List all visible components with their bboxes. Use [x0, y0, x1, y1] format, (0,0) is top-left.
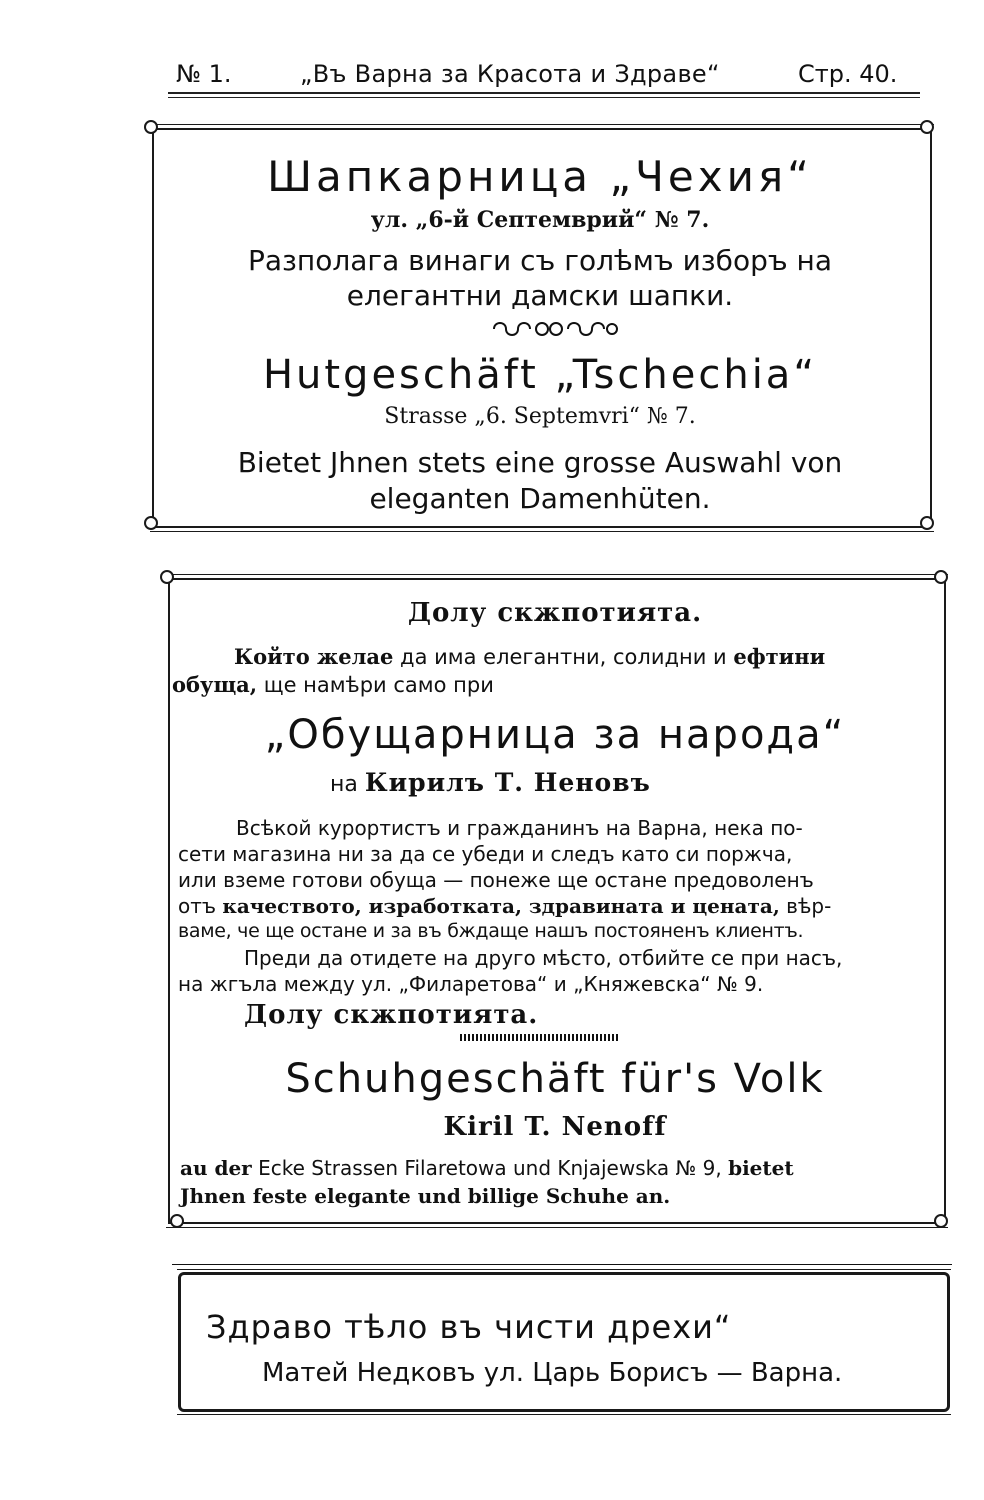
- corner-ornament: [170, 1214, 184, 1228]
- hat-shop-address-de: Strasse „6. Septemvri“ № 7.: [384, 404, 696, 429]
- shoe-text-de-line-1: [180, 1156, 794, 1180]
- pattern-divider: [460, 1034, 620, 1041]
- shoe-body-5: ваме, че ще остане и за въ бждаще нашъ постояненъ клиентъ.: [178, 920, 804, 942]
- corner-ornament: [144, 516, 158, 530]
- shoe-body-6: Преди да отидете на друго мѣсто, отбийте се при насъ,: [244, 946, 843, 970]
- shoe-owner-de: Kiril T. Nenoff: [443, 1112, 667, 1142]
- corner-ornament: [160, 570, 174, 584]
- shoe-owner-line: [330, 768, 651, 797]
- shoe-body-line-4: [178, 894, 831, 918]
- shoe-body-7: на жгъла между ул. „Филаретова“ и „Княжевска“ № 9.: [178, 972, 764, 996]
- shoe-headline-2: Долу скжпотията.: [244, 1000, 539, 1030]
- clothes-signature: Матей Недковъ ул. Царь Борисъ — Варна.: [262, 1358, 843, 1388]
- header-rule: [168, 92, 920, 94]
- shoe-text-de-1b: Ecke Strassen Filaretowa und Knjajewska № 9,: [258, 1156, 722, 1180]
- clothes-frame-line: [172, 1264, 952, 1265]
- shoe-text-de-1a: au der: [180, 1156, 252, 1180]
- shoe-body-4c: вѣр-: [786, 894, 832, 918]
- shoe-body-3: или вземе готови обуща — понеже ще остане предоволенъ: [178, 868, 814, 892]
- issue-number: № 1.: [176, 60, 232, 88]
- hat-shop-text-de-1: Bietet Jhnen stets eine grosse Auswahl von: [237, 446, 843, 479]
- hat-shop-text-bg-2: елегантни дамски шапки.: [346, 279, 734, 312]
- hat-shop-text-de-2: eleganten Damenhüten.: [369, 482, 711, 515]
- header-rule-thin: [168, 97, 920, 98]
- page-number: Стр. 40.: [798, 60, 898, 88]
- hat-shop-title-de: Hutgeschäft „Tschechia“: [262, 352, 818, 398]
- clothes-slogan: Здраво тѣло въ чисти дрехи“: [206, 1308, 732, 1346]
- corner-ornament: [934, 1214, 948, 1228]
- corner-ornament: [920, 120, 934, 134]
- shoe-intro-2b: ще намѣри само при: [263, 673, 494, 697]
- shoe-body-1: Всѣкой курортистъ и гражданинъ на Варна, нека по-: [236, 816, 803, 840]
- shoe-intro-2a: обуща,: [172, 672, 258, 697]
- hat-shop-title-bg: Шапкарница „Чехия“: [267, 152, 813, 201]
- shoe-intro-line-1: [234, 644, 825, 669]
- shoe-body-4a: отъ: [178, 894, 217, 918]
- shoe-text-de-2: Jhnen feste elegante und billige Schuhe an.: [180, 1184, 671, 1208]
- shoe-owner-prefix: на: [330, 772, 358, 797]
- scroll-ornament: [490, 317, 620, 345]
- hat-shop-text-bg-1: Разполага винаги съ голѣмъ изборъ на: [247, 244, 832, 277]
- shoe-shop-name: „Обущарница за народа“: [264, 712, 846, 758]
- hat-shop-address-bg: ул. „6-й Септемврий“ № 7.: [370, 207, 710, 233]
- corner-ornament: [934, 570, 948, 584]
- shoe-intro-line-2: [172, 672, 494, 697]
- shoe-headline-1: Долу скжпотията.: [407, 598, 703, 628]
- shoe-intro-1a: Който желае: [234, 644, 394, 669]
- shoe-shop-title-de: Schuhgeschäft für's Volk: [285, 1056, 825, 1102]
- corner-ornament: [144, 120, 158, 134]
- corner-ornament: [920, 516, 934, 530]
- shoe-intro-1b: да има елегантни, солидни и: [400, 645, 727, 669]
- shoe-owner: Кирилъ Т. Неновъ: [364, 768, 651, 797]
- shoe-body-4b: качеството, изработката, здравината и цената,: [222, 894, 780, 918]
- shoe-text-de-1c: bietet: [728, 1156, 794, 1180]
- shoe-body-2: сети магазина ни за да се убеди и следъ като си поржча,: [178, 842, 793, 866]
- shoe-intro-1c: ефтини: [733, 644, 826, 669]
- magazine-title: „Въ Варна за Красота и Здраве“: [300, 60, 720, 88]
